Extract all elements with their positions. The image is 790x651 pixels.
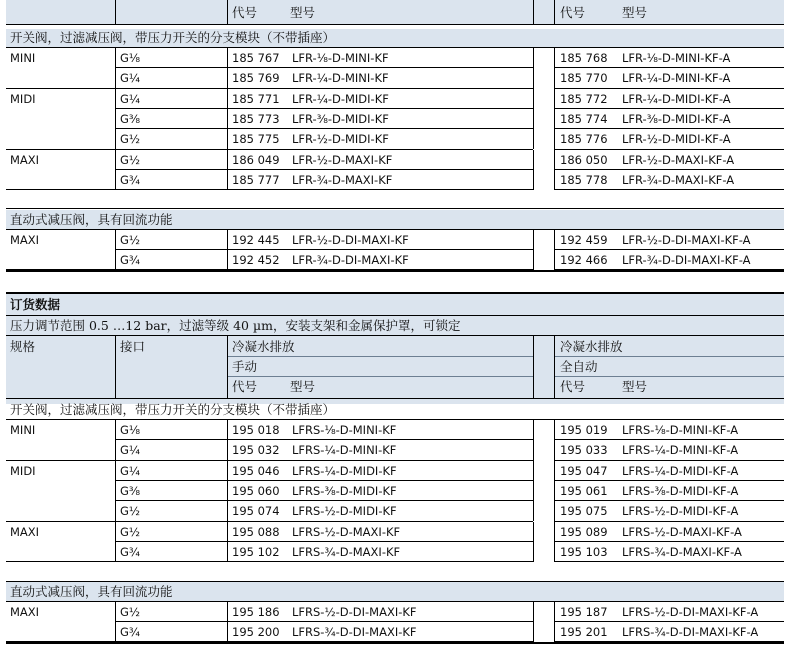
divider bbox=[554, 335, 555, 398]
code-cell: 195 186 bbox=[232, 605, 280, 619]
rule bbox=[555, 356, 784, 357]
rule bbox=[554, 439, 784, 440]
type-cell: LFR-¼-D-MIDI-KF bbox=[292, 91, 389, 106]
divider bbox=[227, 48, 228, 68]
code-cell: 192 459 bbox=[560, 233, 608, 247]
rule bbox=[115, 108, 533, 109]
type-cell: LFRS-¼-D-MIDI-KF-A bbox=[622, 463, 739, 478]
type-cell: LFR-½-D-DI-MAXI-KF-A bbox=[622, 233, 751, 247]
type-cell: LFRS-¼-D-MINI-KF bbox=[292, 443, 397, 458]
rule bbox=[6, 419, 784, 420]
table-bottom-rule bbox=[6, 642, 784, 644]
type-cell: LFRS-¾-D-DI-MAXI-KF bbox=[292, 625, 417, 639]
rule bbox=[6, 460, 533, 461]
auto-drain-header: 冷凝水排放 bbox=[560, 339, 623, 354]
rule bbox=[6, 149, 533, 150]
divider bbox=[554, 440, 555, 460]
table-bottom-rule bbox=[6, 270, 784, 272]
port-cell: G⅜ bbox=[120, 483, 141, 498]
divider bbox=[227, 250, 228, 270]
size-cell: MINI bbox=[10, 423, 36, 437]
rule bbox=[554, 128, 784, 129]
divider bbox=[533, 461, 534, 481]
divider bbox=[115, 48, 116, 68]
code-cell: 192 466 bbox=[560, 253, 608, 267]
rule bbox=[6, 561, 533, 562]
divider bbox=[227, 89, 228, 109]
code-cell: 185 773 bbox=[232, 111, 280, 126]
port-cell: G¾ bbox=[120, 544, 141, 559]
divider bbox=[115, 250, 116, 270]
type-cell: LFR-¼-D-MINI-KF-A bbox=[622, 71, 731, 86]
rule bbox=[6, 189, 533, 190]
divider bbox=[554, 109, 555, 129]
rule bbox=[228, 376, 533, 377]
port-cell: G½ bbox=[120, 152, 141, 167]
divider bbox=[115, 622, 116, 642]
rule bbox=[6, 24, 784, 25]
divider bbox=[533, 622, 534, 642]
rule bbox=[554, 460, 784, 461]
rule bbox=[554, 480, 784, 481]
rule bbox=[554, 169, 784, 170]
type-header: 型号 bbox=[290, 379, 316, 394]
port-cell: G¼ bbox=[120, 71, 141, 86]
table-subtitle: 压力调节范围 0.5 …12 bar，过滤等级 40 µm，安装支架和金属保护罩，可锁定 bbox=[10, 318, 461, 333]
code-cell: 195 187 bbox=[560, 605, 608, 619]
code-cell: 195 075 bbox=[560, 504, 608, 519]
type-cell: LFRS-½-D-MAXI-KF bbox=[292, 524, 401, 539]
divider bbox=[533, 48, 534, 68]
divider bbox=[227, 109, 228, 129]
rule bbox=[554, 621, 784, 622]
divider bbox=[115, 420, 116, 440]
divider bbox=[533, 602, 534, 622]
type-cell: LFR-½-D-MIDI-KF bbox=[292, 132, 389, 147]
code-cell: 185 767 bbox=[232, 51, 280, 65]
divider bbox=[554, 250, 555, 270]
rule bbox=[6, 229, 784, 230]
divider bbox=[554, 170, 555, 190]
divider bbox=[115, 501, 116, 521]
port-cell: G½ bbox=[120, 132, 141, 147]
section-title: 直动式减压阀，具有回流功能 bbox=[10, 584, 173, 599]
code-cell: 195 103 bbox=[560, 544, 608, 559]
table-top-rule bbox=[6, 292, 784, 294]
code-cell: 185 776 bbox=[560, 132, 608, 147]
divider bbox=[227, 461, 228, 481]
divider bbox=[115, 109, 116, 129]
divider bbox=[115, 522, 116, 542]
port-cell: G½ bbox=[120, 233, 141, 247]
divider bbox=[554, 150, 555, 170]
type-cell: LFRS-¾-D-MAXI-KF bbox=[292, 544, 401, 559]
divider bbox=[115, 150, 116, 170]
table1-header-band bbox=[6, 0, 784, 24]
divider bbox=[554, 602, 555, 622]
type-cell: LFRS-¾-D-MAXI-KF-A bbox=[622, 544, 742, 559]
code-cell: 192 445 bbox=[232, 233, 280, 247]
divider bbox=[533, 522, 534, 542]
divider bbox=[227, 0, 228, 24]
rule bbox=[228, 356, 533, 357]
code-cell: 195 089 bbox=[560, 524, 608, 539]
type-cell: LFR-¼-D-MINI-KF bbox=[292, 71, 389, 86]
divider bbox=[554, 481, 555, 501]
type-cell: LFRS-¼-D-MINI-KF-A bbox=[622, 443, 739, 458]
code-cell: 195 074 bbox=[232, 504, 280, 519]
divider bbox=[554, 522, 555, 542]
code-cell: 185 771 bbox=[232, 91, 280, 106]
divider bbox=[227, 440, 228, 460]
section-title: 开关阀，过滤减压阀，带压力开关的分支模块（不带插座） bbox=[10, 30, 336, 45]
type-cell: LFRS-½-D-MAXI-KF-A bbox=[622, 524, 742, 539]
section-title: 开关阀，过滤减压阀，带压力开关的分支模块（不带插座） bbox=[10, 402, 336, 417]
code-cell: 185 778 bbox=[560, 172, 608, 187]
divider bbox=[227, 622, 228, 642]
rule bbox=[555, 376, 784, 377]
code-cell: 195 032 bbox=[232, 443, 280, 458]
rule bbox=[115, 500, 533, 501]
divider bbox=[227, 602, 228, 622]
code-cell: 195 061 bbox=[560, 483, 608, 498]
code-cell: 195 047 bbox=[560, 463, 608, 478]
size-cell: MINI bbox=[10, 51, 36, 65]
rule bbox=[6, 208, 784, 209]
type-cell: LFR-¾-D-MAXI-KF-A bbox=[622, 172, 735, 187]
rule bbox=[554, 500, 784, 501]
divider bbox=[554, 230, 555, 250]
type-cell: LFRS-½-D-DI-MAXI-KF-A bbox=[622, 605, 759, 619]
type-cell: LFR-¼-D-MIDI-KF-A bbox=[622, 91, 731, 106]
divider bbox=[533, 89, 534, 109]
type-cell: LFRS-⅛-D-MINI-KF bbox=[292, 423, 397, 437]
divider bbox=[115, 440, 116, 460]
code-cell: 186 050 bbox=[560, 152, 608, 167]
port-cell: G¾ bbox=[120, 172, 141, 187]
code-cell: 185 768 bbox=[560, 51, 608, 65]
divider bbox=[227, 481, 228, 501]
type-cell: LFR-⅛-D-MINI-KF-A bbox=[622, 51, 731, 65]
size-cell: MIDI bbox=[10, 91, 36, 106]
rule bbox=[554, 189, 784, 190]
auto-drain-subheader: 全自动 bbox=[560, 359, 598, 374]
divider bbox=[533, 109, 534, 129]
divider bbox=[115, 481, 116, 501]
size-cell: MAXI bbox=[10, 524, 40, 539]
size-cell: MAXI bbox=[10, 152, 40, 167]
divider bbox=[115, 602, 116, 622]
port-cell: G¼ bbox=[120, 463, 141, 478]
code-cell: 185 777 bbox=[232, 172, 280, 187]
rule bbox=[6, 601, 784, 602]
code-cell: 195 201 bbox=[560, 625, 608, 639]
port-column-header: 接口 bbox=[120, 339, 146, 354]
rule bbox=[554, 561, 784, 562]
divider bbox=[554, 0, 555, 24]
port-cell: G½ bbox=[120, 504, 141, 519]
divider bbox=[554, 48, 555, 68]
divider bbox=[554, 622, 555, 642]
divider bbox=[554, 129, 555, 149]
rule bbox=[115, 169, 533, 170]
rule bbox=[6, 521, 533, 522]
manual-drain-subheader: 手动 bbox=[232, 359, 258, 374]
divider bbox=[533, 150, 534, 170]
code-header: 代号 bbox=[560, 5, 586, 20]
divider bbox=[115, 542, 116, 562]
divider bbox=[115, 230, 116, 250]
divider bbox=[554, 461, 555, 481]
type-cell: LFR-½-D-MAXI-KF bbox=[292, 152, 393, 167]
rule bbox=[115, 621, 533, 622]
port-cell: G⅜ bbox=[120, 111, 141, 126]
manual-drain-header: 冷凝水排放 bbox=[232, 339, 295, 354]
divider bbox=[533, 250, 534, 270]
divider bbox=[533, 542, 534, 562]
divider bbox=[533, 481, 534, 501]
divider bbox=[533, 335, 534, 398]
code-header: 代号 bbox=[232, 5, 258, 20]
code-cell: 192 452 bbox=[232, 253, 280, 267]
type-cell: LFRS-⅛-D-MINI-KF-A bbox=[622, 423, 739, 437]
divider bbox=[227, 420, 228, 440]
divider bbox=[227, 68, 228, 88]
type-cell: LFRS-¼-D-MIDI-KF bbox=[292, 463, 397, 478]
type-header: 型号 bbox=[622, 379, 648, 394]
type-cell: LFR-¾-D-DI-MAXI-KF bbox=[292, 253, 409, 267]
section-title: 直动式减压阀，具有回流功能 bbox=[10, 212, 173, 227]
divider bbox=[227, 335, 228, 398]
rule bbox=[6, 398, 784, 399]
divider bbox=[554, 420, 555, 440]
port-cell: G⅛ bbox=[120, 423, 141, 437]
rule bbox=[115, 541, 533, 542]
size-column-header: 规格 bbox=[10, 339, 36, 354]
divider bbox=[533, 501, 534, 521]
port-cell: G½ bbox=[120, 524, 141, 539]
divider bbox=[554, 68, 555, 88]
type-cell: LFR-⅜-D-MIDI-KF-A bbox=[622, 111, 731, 126]
divider bbox=[115, 335, 116, 398]
rule bbox=[6, 315, 784, 316]
code-header: 代号 bbox=[560, 379, 586, 394]
type-cell: LFRS-½-D-DI-MAXI-KF bbox=[292, 605, 417, 619]
divider bbox=[554, 542, 555, 562]
code-cell: 195 018 bbox=[232, 423, 280, 437]
code-cell: 186 049 bbox=[232, 152, 280, 167]
code-cell: 195 046 bbox=[232, 463, 280, 478]
rule bbox=[554, 67, 784, 68]
code-header: 代号 bbox=[232, 379, 258, 394]
code-cell: 195 102 bbox=[232, 544, 280, 559]
divider bbox=[115, 0, 116, 24]
type-cell: LFR-½-D-DI-MAXI-KF bbox=[292, 233, 409, 247]
port-cell: G¾ bbox=[120, 253, 141, 267]
size-cell: MIDI bbox=[10, 463, 36, 478]
code-cell: 185 770 bbox=[560, 71, 608, 86]
code-cell: 195 060 bbox=[232, 483, 280, 498]
rule bbox=[115, 480, 533, 481]
code-cell: 195 033 bbox=[560, 443, 608, 458]
port-cell: G½ bbox=[120, 605, 141, 619]
code-cell: 185 769 bbox=[232, 71, 280, 86]
table-title: 订货数据 bbox=[10, 297, 61, 312]
divider bbox=[115, 129, 116, 149]
type-header: 型号 bbox=[290, 5, 316, 20]
rule bbox=[554, 541, 784, 542]
type-cell: LFRS-¾-D-DI-MAXI-KF-A bbox=[622, 625, 759, 639]
divider bbox=[227, 230, 228, 250]
code-cell: 185 772 bbox=[560, 91, 608, 106]
type-cell: LFR-½-D-MAXI-KF-A bbox=[622, 152, 735, 167]
divider bbox=[533, 0, 534, 24]
type-cell: LFR-¾-D-DI-MAXI-KF-A bbox=[622, 253, 751, 267]
type-cell: LFRS-⅜-D-MIDI-KF bbox=[292, 483, 397, 498]
divider bbox=[533, 230, 534, 250]
divider bbox=[533, 68, 534, 88]
divider bbox=[227, 150, 228, 170]
divider bbox=[227, 542, 228, 562]
size-cell: MAXI bbox=[10, 233, 40, 247]
type-cell: LFRS-⅜-D-MIDI-KF-A bbox=[622, 483, 739, 498]
type-cell: LFR-⅛-D-MINI-KF bbox=[292, 51, 389, 65]
divider bbox=[533, 129, 534, 149]
type-header: 型号 bbox=[622, 5, 648, 20]
rule bbox=[554, 249, 784, 250]
divider bbox=[227, 170, 228, 190]
code-cell: 185 774 bbox=[560, 111, 608, 126]
rule bbox=[554, 108, 784, 109]
divider bbox=[227, 129, 228, 149]
divider bbox=[554, 89, 555, 109]
rule bbox=[6, 88, 533, 89]
type-cell: LFRS-½-D-MIDI-KF bbox=[292, 504, 397, 519]
divider bbox=[554, 501, 555, 521]
divider bbox=[533, 170, 534, 190]
type-cell: LFR-⅜-D-MIDI-KF bbox=[292, 111, 389, 126]
rule bbox=[115, 67, 533, 68]
code-cell: 195 019 bbox=[560, 423, 608, 437]
port-cell: G⅛ bbox=[120, 51, 141, 65]
port-cell: G¾ bbox=[120, 625, 141, 639]
divider bbox=[227, 522, 228, 542]
type-cell: LFR-½-D-MIDI-KF-A bbox=[622, 132, 731, 147]
divider bbox=[115, 170, 116, 190]
divider bbox=[115, 68, 116, 88]
divider bbox=[115, 461, 116, 481]
code-cell: 195 088 bbox=[232, 524, 280, 539]
rule bbox=[115, 439, 533, 440]
rule bbox=[6, 47, 784, 48]
divider bbox=[533, 420, 534, 440]
rule bbox=[554, 88, 784, 89]
port-cell: G¼ bbox=[120, 91, 141, 106]
rule bbox=[554, 521, 784, 522]
divider bbox=[115, 89, 116, 109]
code-cell: 185 775 bbox=[232, 132, 280, 147]
rule bbox=[115, 128, 533, 129]
divider bbox=[227, 501, 228, 521]
divider bbox=[533, 440, 534, 460]
code-cell: 195 200 bbox=[232, 625, 280, 639]
type-cell: LFR-¾-D-MAXI-KF bbox=[292, 172, 393, 187]
type-cell: LFRS-½-D-MIDI-KF-A bbox=[622, 504, 739, 519]
rule bbox=[115, 249, 533, 250]
rule bbox=[554, 149, 784, 150]
size-cell: MAXI bbox=[10, 605, 40, 619]
port-cell: G¼ bbox=[120, 443, 141, 458]
rule bbox=[6, 335, 784, 336]
